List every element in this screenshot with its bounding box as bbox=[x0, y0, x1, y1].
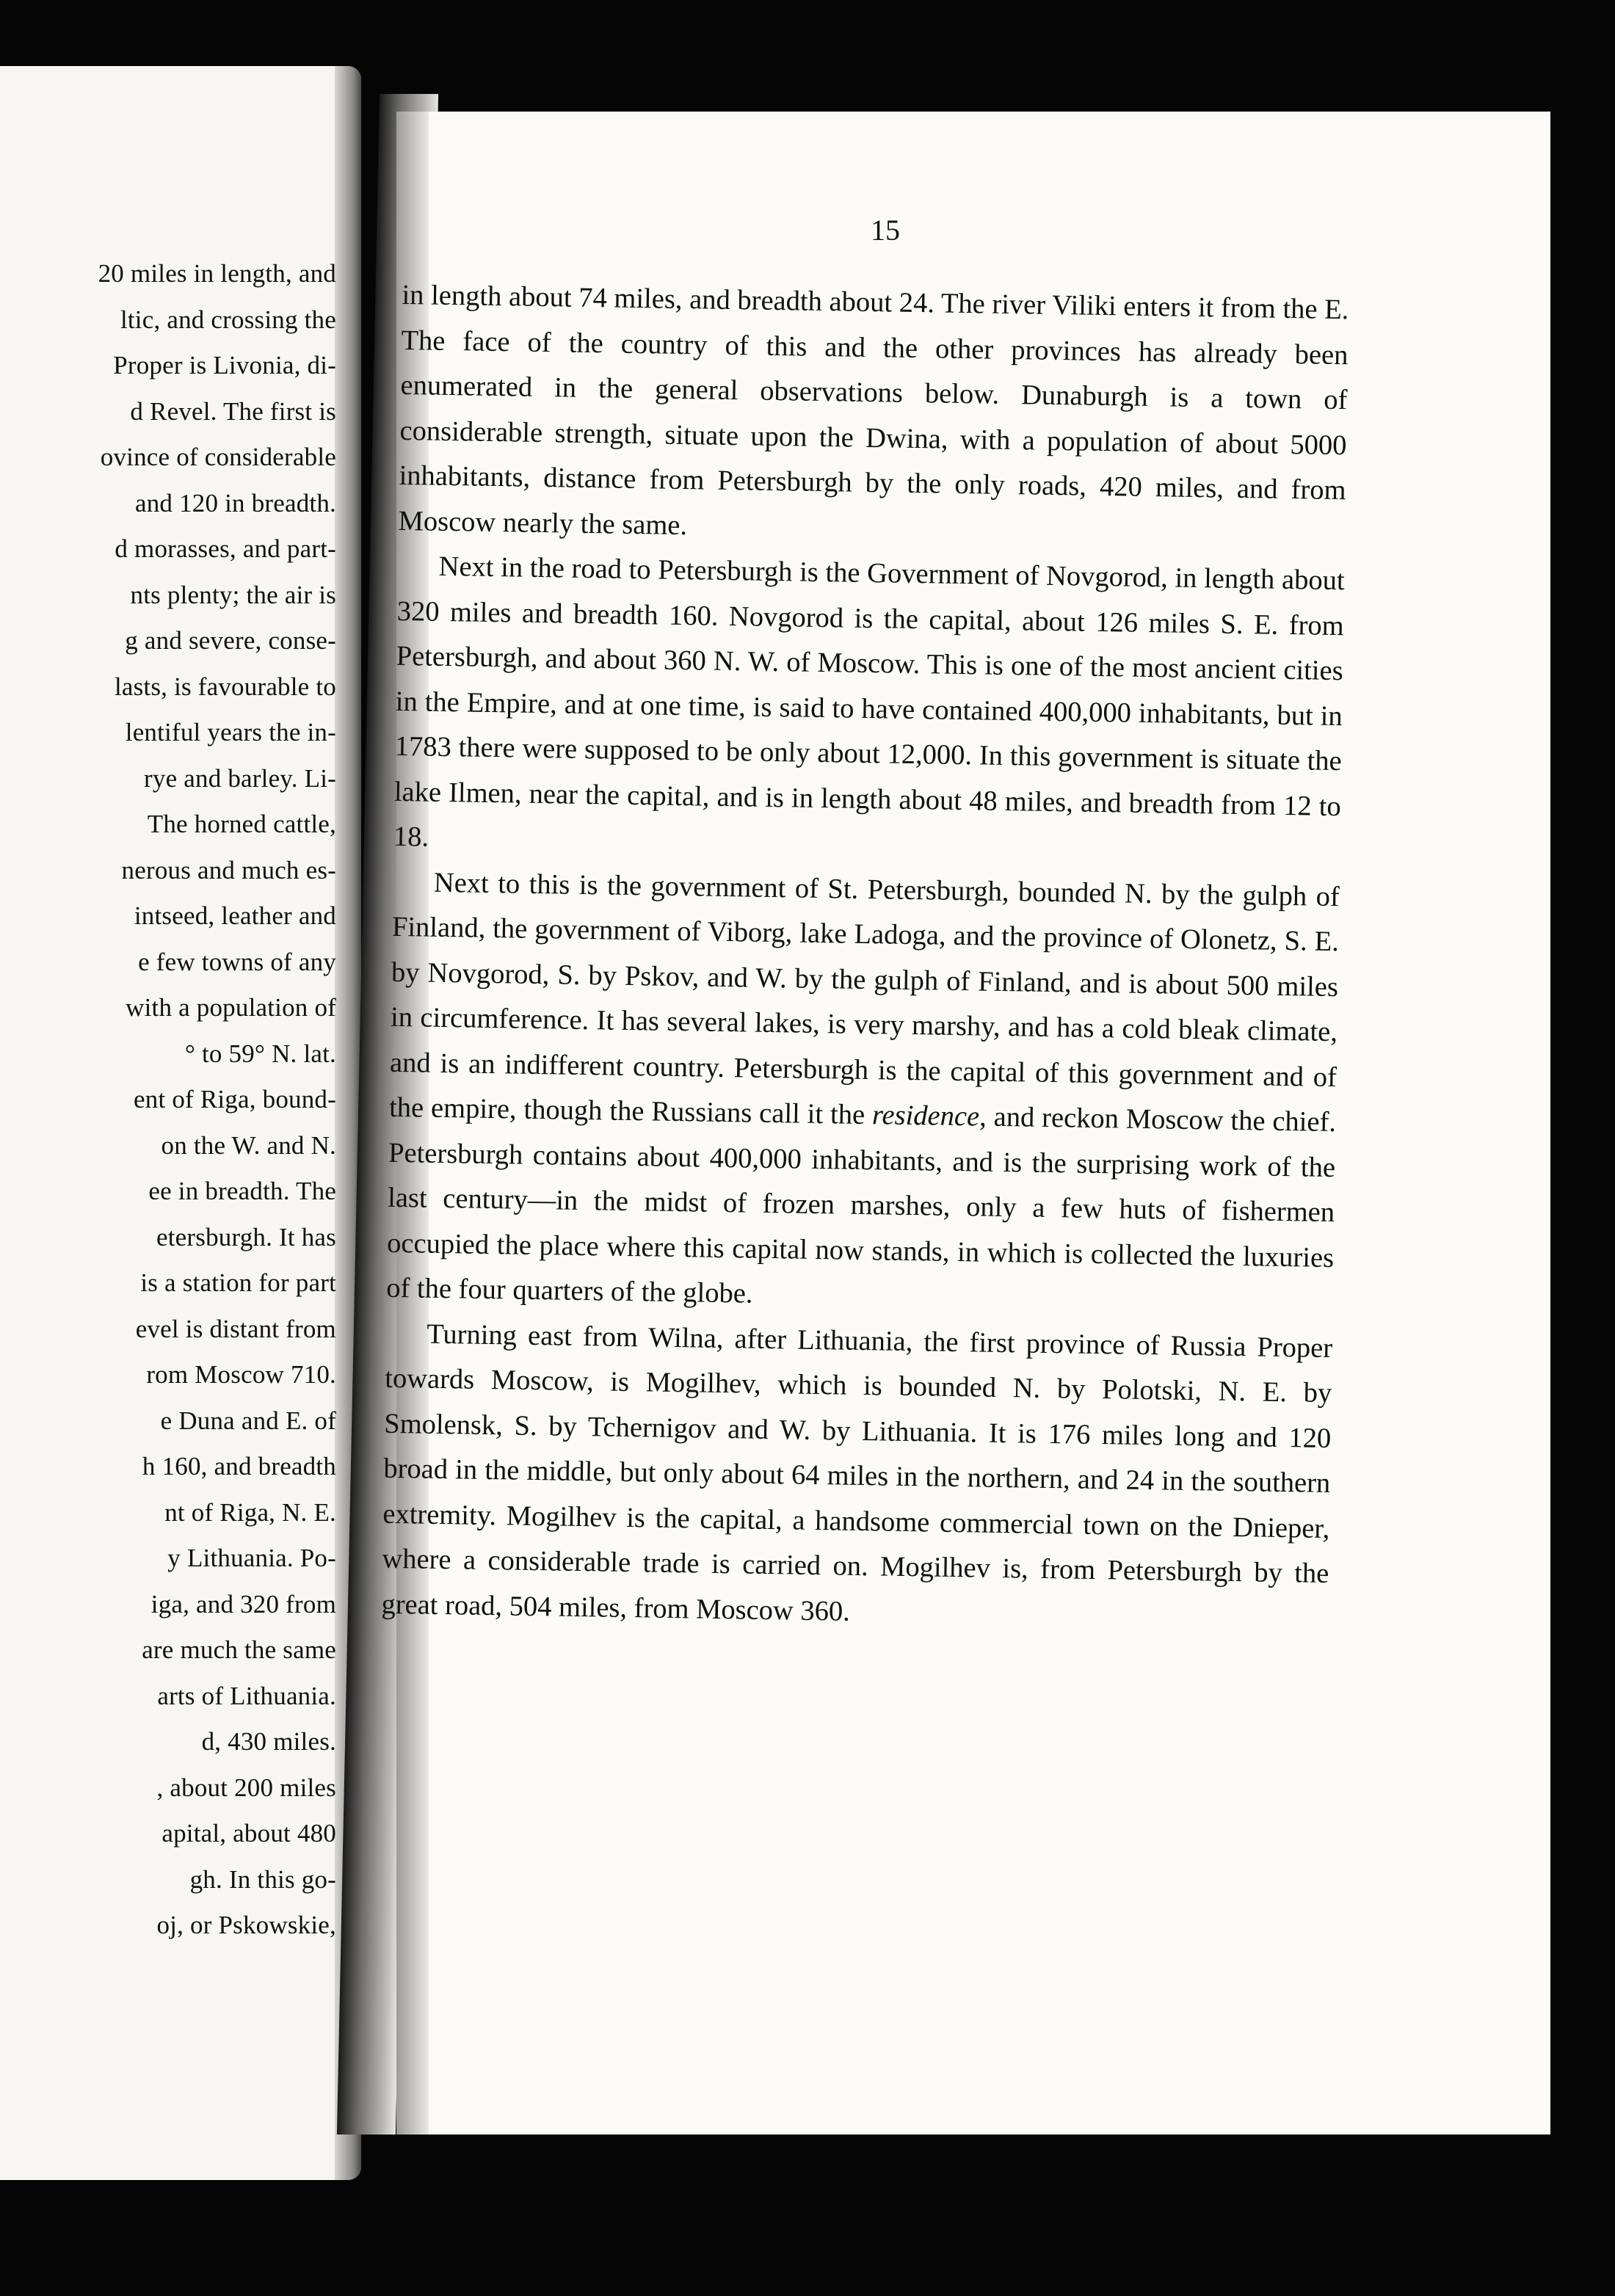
left-page-line: lasts, is favourable to bbox=[114, 672, 336, 701]
left-page-line: oj, or Pskowskie, bbox=[156, 1911, 336, 1939]
left-page-line: is a station for part bbox=[140, 1268, 336, 1297]
left-page-line: 20 miles in length, and bbox=[98, 259, 336, 288]
page-body bbox=[381, 273, 1349, 1642]
left-page-line: nt of Riga, N. E. bbox=[164, 1497, 336, 1527]
left-page-line: apital, about 480 bbox=[162, 1819, 336, 1848]
left-page-line: ee in breadth. The bbox=[148, 1177, 336, 1205]
left-page-line: lentiful years the in- bbox=[125, 718, 336, 746]
left-page-line: intseed, leather and bbox=[134, 901, 336, 930]
left-page-line: ent of Riga, bound- bbox=[134, 1085, 336, 1114]
left-page-line: and 120 in breadth. bbox=[134, 488, 336, 517]
left-page-line: evel is distant from bbox=[135, 1314, 336, 1343]
left-page-line: , about 200 miles bbox=[156, 1773, 336, 1802]
left-page-line: h 160, and breadth bbox=[142, 1452, 336, 1481]
left-page-line: gh. In this go- bbox=[189, 1864, 336, 1894]
left-page-line: y Lithuania. Po- bbox=[167, 1544, 336, 1572]
left-page-line: ° to 59° N. lat. bbox=[184, 1039, 336, 1068]
left-page-line: e few towns of any bbox=[138, 947, 336, 976]
left-page-line: Proper is Livonia, di- bbox=[113, 351, 336, 379]
left-page-line: The horned cattle, bbox=[147, 810, 336, 838]
left-page bbox=[0, 66, 361, 2180]
left-page-line: nerous and much es- bbox=[121, 855, 336, 884]
left-page-line: rom Moscow 710. bbox=[146, 1360, 336, 1389]
paragraph-4: Turning east from Wilna, after Lithuania, the first province of Russia Proper towards Moscow, is Mogilhev, which is bounded N. by Polotski, N. E. by Smolensk, S. by Tchernigov and W. by Lithuania. It is 176 miles long and 120 broad in the middle, but only about 64 miles in the northern, and 24 in the southern extremity. Mogilhev is the capital, a handsome commercial town on the Dnieper, where a considerable trade is carried on. Mogilhev is, from Petersburgh by the great road, 504 miles, from Moscow 360. bbox=[381, 1318, 1333, 1627]
left-page-line: rye and barley. Li- bbox=[144, 763, 336, 793]
paragraph-2: Next in the road to Petersburgh is the Government of Novgorod, in length about 320 miles and breadth 160. Novgorod is the capital, about 126 miles S. E. from Petersburgh, and about 360 N. W. of Moscow. This is one of the most ancient cities in the Empire, and at one time, is said to have contained 400,000 inhabitants, but in 1783 there were supposed to be only about 12,000. In this government is situate the lake Ilmen, near the capital, and is in length about 48 miles, and breadth from 12 to 18. bbox=[393, 551, 1345, 853]
left-page-line: d morasses, and part- bbox=[115, 534, 336, 563]
left-page-line: d, 430 miles. bbox=[201, 1727, 336, 1756]
left-page-line: arts of Lithuania. bbox=[157, 1681, 336, 1710]
left-page-line: on the W. and N. bbox=[161, 1130, 336, 1160]
left-page-line: with a population of bbox=[126, 993, 336, 1022]
left-page-text bbox=[0, 251, 336, 1949]
left-page-line: nts plenty; the air is bbox=[130, 580, 336, 609]
left-page-line: d Revel. The first is bbox=[130, 396, 336, 426]
page-number: 15 bbox=[871, 214, 900, 247]
left-page-line: ovince of considerable bbox=[100, 443, 336, 471]
left-page-line: ltic, and crossing the bbox=[120, 305, 336, 334]
left-page-line: g and severe, conse- bbox=[125, 626, 336, 655]
italic-word: residence bbox=[871, 1100, 980, 1133]
left-page-line: iga, and 320 from bbox=[150, 1589, 336, 1619]
left-page-line: e Duna and E. of bbox=[160, 1406, 336, 1435]
left-page-line: etersburgh. It has bbox=[156, 1222, 336, 1251]
left-page-line: are much the same bbox=[142, 1635, 336, 1664]
paragraph-1: in length about 74 miles, and breadth about 24. The river Viliki enters it from the E. The face of the country of this and the other provinces has already been enumerated in the general observations below. Dunaburgh is a town of considerable strength, situate upon the Dwina, with a population of about 5000 inhabitants, distance from Petersburgh by the only roads, 420 miles, and from Moscow nearly the same. bbox=[398, 279, 1349, 541]
paragraph-3: Next to this is the government of St. Petersburgh, bounded N. by the gulph of Finland, the government of Viborg, lake Ladoga, and the province of Olonetz, S. E. by Novgorod, S. by Pskov, and W. by the gulph of Finland, and is about 500 miles in circumference. It has several lakes, is very marshy, and has a cold bleak climate, and is an indifferent country. Petersburgh is the capital of this government and of the empire, though the Russians call it the residence, and reckon Moscow the chief. Petersburgh contains about 400,000 inhabitants, and is the surprising work of the last century—in the midst of frozen marshes, only a few huts of fishermen occupied the place where this capital now stands, in which is collected the luxuries of the four quarters of the globe. bbox=[385, 867, 1340, 1309]
